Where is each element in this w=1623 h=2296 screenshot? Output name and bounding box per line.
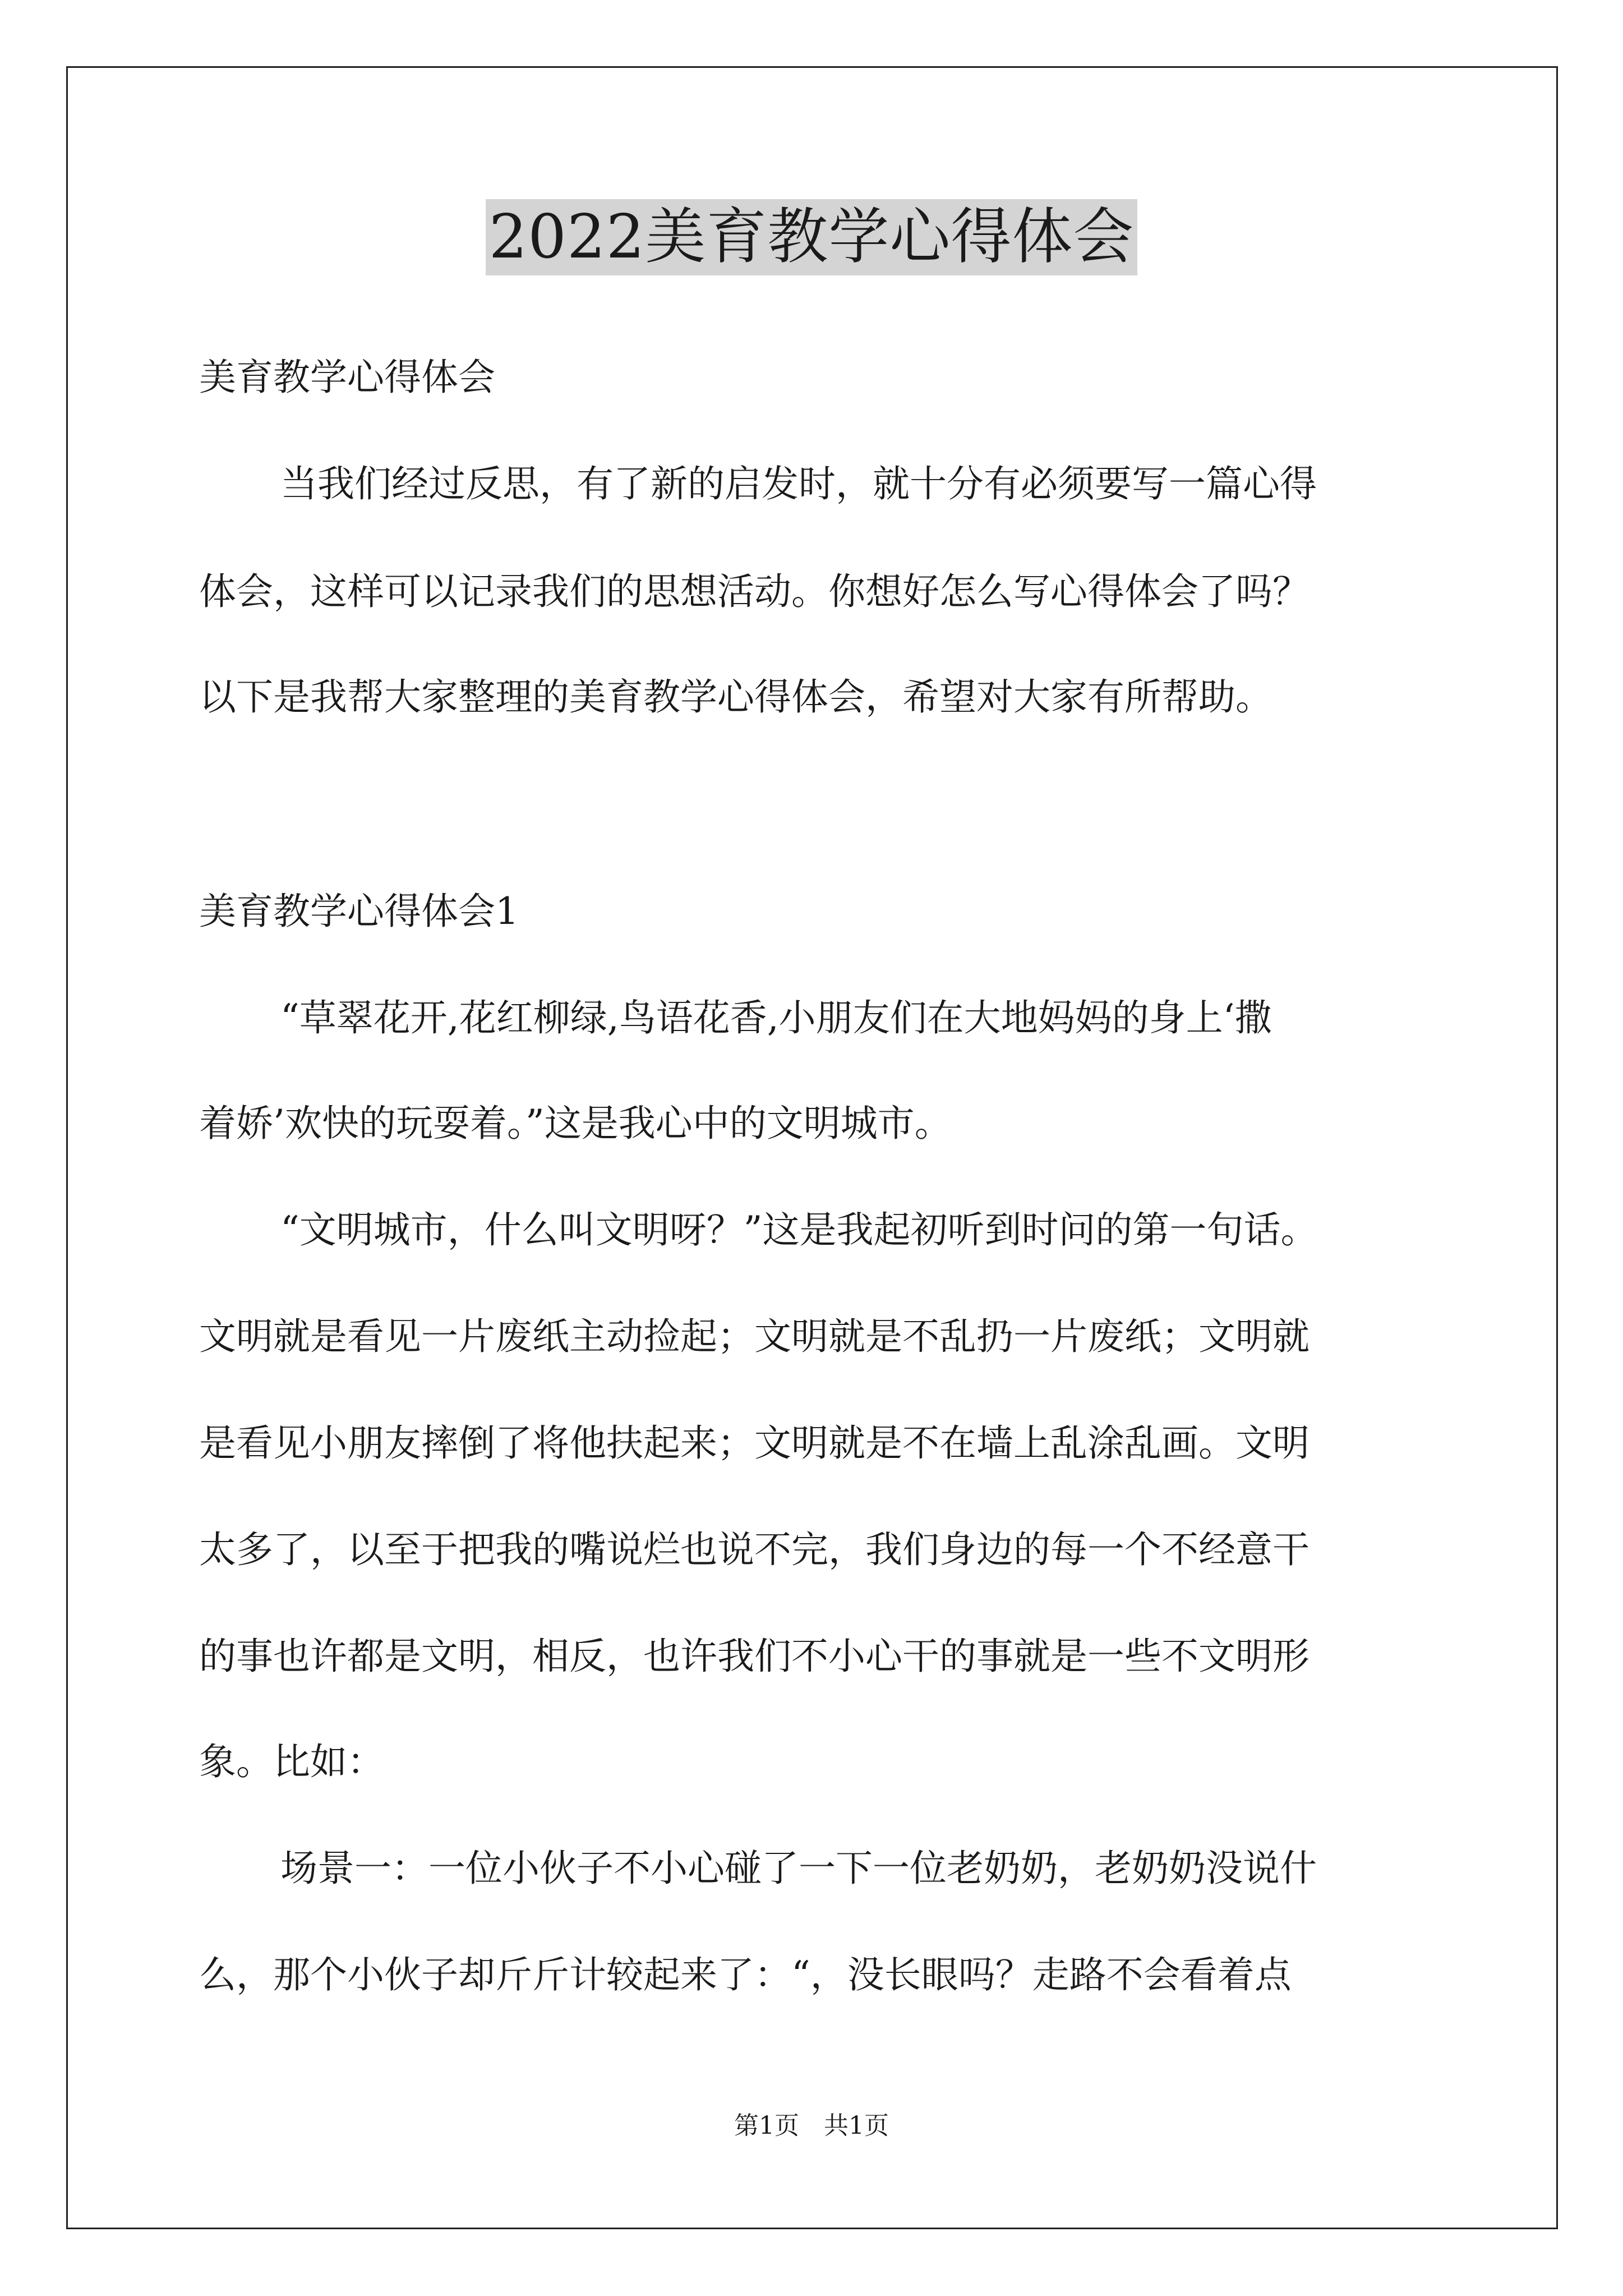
document-title: 2022美育教学心得体会: [486, 199, 1138, 275]
paragraph-line: 文明就是看见一片废纸主动捡起；文明就是不乱扔一片废纸；文明就: [199, 1315, 1310, 1358]
paragraph-line: “文明城市，什么叫文明呀？”这是我起初听到时问的第一句话。: [280, 1208, 1318, 1251]
paragraph-line: 当我们经过反思，有了新的启发时，就十分有必须要写一篇心得: [280, 462, 1317, 505]
paragraph-line: 体会，这样可以记录我们的思想活动。你想好怎么写心得体会了吗？: [199, 570, 1310, 613]
paragraph-line: 以下是我帮大家整理的美育教学心得体会，希望对大家有所帮助。: [199, 675, 1272, 719]
subtitle-line: 美育教学心得体会: [199, 356, 495, 399]
paragraph-line: 的事也许都是文明，相反，也许我们不小心干的事就是一些不文明形: [199, 1635, 1310, 1678]
paragraph-line: 是看见小朋友摔倒了将他扶起来；文明就是不在墙上乱涂乱画。文明: [199, 1421, 1310, 1465]
page-footer: 第1页 共1页: [734, 2111, 889, 2140]
paragraph-line: 么，那个小伙子却斤斤计较起来了：“，没长眼吗？走路不会看着点: [199, 1953, 1292, 1996]
paragraph-line: 太多了，以至于把我的嘴说烂也说不完，我们身边的每一个不经意干: [199, 1528, 1310, 1571]
paragraph-line: 象。比如：: [199, 1740, 384, 1783]
title-wrap: [0, 199, 1623, 275]
paragraph-line: 着娇’欢快的玩耍着。”这是我心中的文明城市。: [199, 1102, 952, 1145]
section-heading: 美育教学心得体会1: [199, 890, 519, 933]
paragraph-line: 场景一：一位小伙子不小心碰了一下一位老奶奶，老奶奶没说什: [280, 1847, 1317, 1890]
paragraph-line: “草翠花开,花红柳绿,鸟语花香,小朋友们在大地妈妈的身上‘撒: [280, 996, 1272, 1039]
